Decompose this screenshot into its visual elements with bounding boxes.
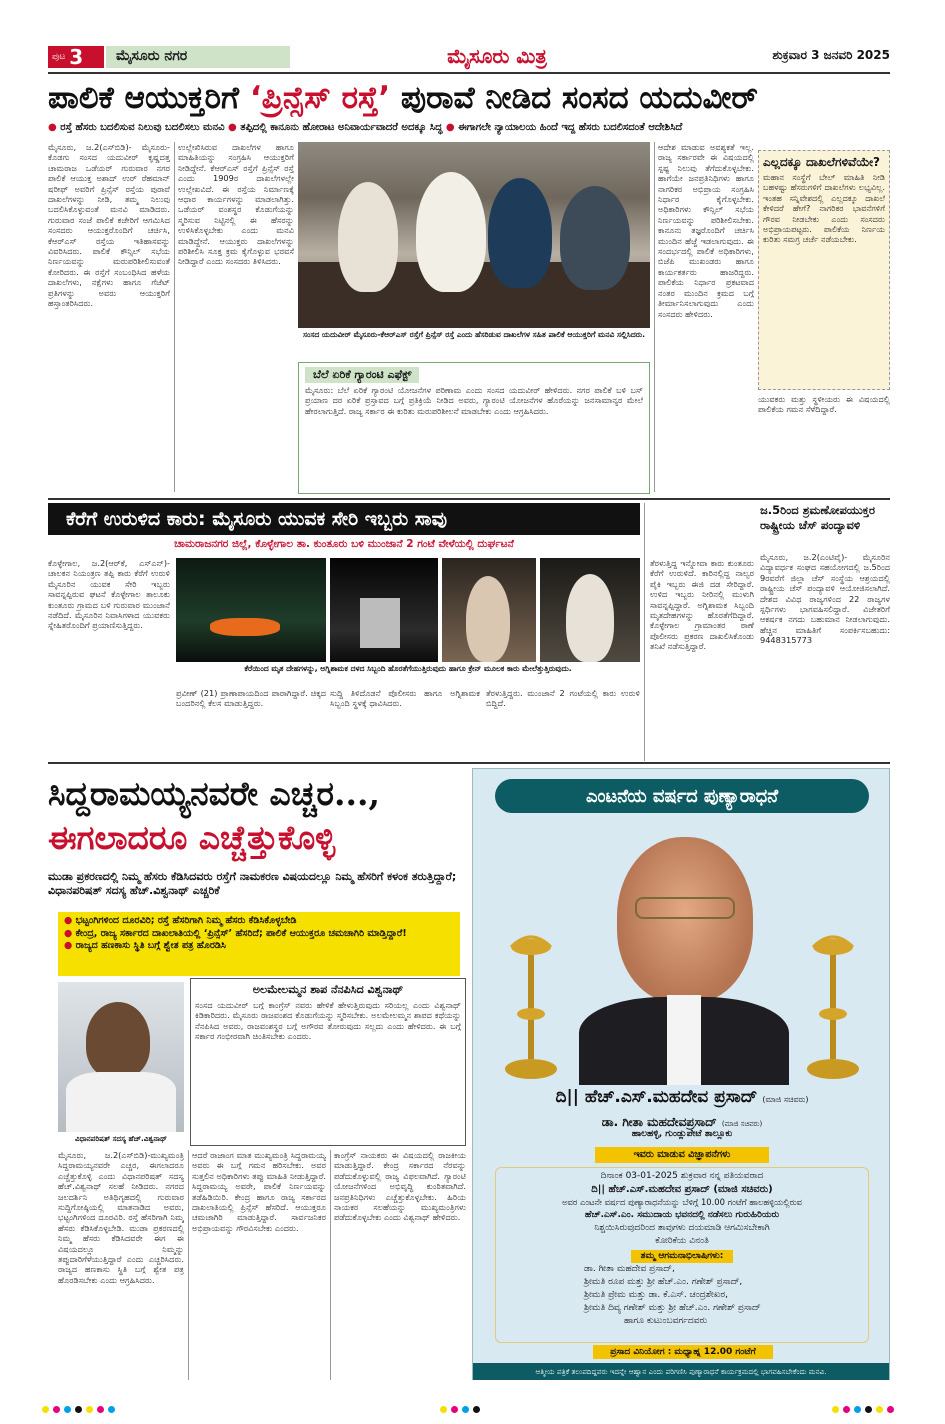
ad-village: ಹಾಲಹಳ್ಳಿ, ಗುಂಡ್ಲುಪೇಟೆ ತಾಲ್ಲೂಕು (631, 1129, 733, 1139)
guest-item: ಶ್ರೀಮತಿ ದಿವ್ಯ ಗಣೇಶ್ ಮತ್ತು ಶ್ರೀ ಹೆಚ್.ಎಂ. ಗಣೇಶ್ ಪ್ರಸಾದ್ (584, 1303, 761, 1313)
sidebar-text: ಮಹಾನ ಸಂಸ್ಥೆಗೆ ಬೇಲ್ ಮಾಹಿತಿ ನೀಡಿ ಬಹಳಷ್ಟು ಹೆಸರುಗಳಿಗೆ ದಾಖಲೆಗಳು ಲಭ್ಯವಿಲ್ಲ. ಇಂತಹ ಸನ್ನಿವೇಶದಲ್ಲಿ ಎಲ್ಲದಕ್ಕೂ ದಾಖಲೆ ಕೇಳಿದರೆ ಹೇಗೆ? ನಾಗರಿಕರ ಭಾವನೆಗಳಿಗೆ ಗೌರವ ನೀಡಬೇಕು ಎಂದು ಸಂಸದರು ಅಭಿಪ್ರಾಯಪಟ್ಟರು. ಪಾಲಿಕೆಯ ನಿರ್ಣಯ ಕುರಿತು ಸಮಗ್ರ ಚರ್ಚೆ ನಡೆಯಬೇಕು. (763, 172, 885, 245)
siddu-headline (48, 772, 470, 868)
guest-item: ಡಾ. ಗೀತಾ ಮಹದೇವ ಪ್ರಸಾದ್, (584, 1264, 675, 1274)
accident-column-2: ಪ್ರವೀಣ್ (21) ಪ್ರಾಣಾಪಾಯದಿಂದ ಪಾರಾಗಿದ್ದಾರೆ. ಚಿಕ್ಕದ ಬಂದರಿನಲ್ಲಿ ಕೆಲಸ ಮಾಡುತ್ತಿದ್ದರು. (176, 688, 326, 709)
headline-part1: ಪಾಲಿಕೆ ಆಯುಕ್ತರಿಗೆ (48, 80, 240, 116)
kicker-3: ಈಗಾಗಲೇ ನ್ಯಾಯಾಲಯ ಹಿಂದೆ ಇದ್ದ ಹೆಸರು ಬದಲಿಸದಂತೆ ಆದೇಶಿಸಿದೆ (458, 122, 683, 133)
print-registration-dots-left (42, 1406, 115, 1413)
vishwanath-caption: ವಿಧಾನಪರಿಷತ್ ಸದಸ್ಯ ಹೆಚ್.ವಿಶ್ವನಾಥ್ (74, 1134, 168, 1143)
person-figure (488, 178, 552, 288)
invite-box (495, 1167, 869, 1343)
invite-line-2: ದಿ|| ಹೆಚ್.ಎಸ್.ಮಹದೇವ ಪ್ರಸಾದ್ (ಮಾಜಿ ಸಚಿವರು) (591, 1184, 773, 1195)
column-rule (644, 503, 645, 761)
lunch-line (593, 1345, 773, 1359)
section-rule (48, 498, 890, 500)
ad-spouse-line (473, 1111, 891, 1130)
lead-column-1: ಮೈಸೂರು, ಜ.2(ಎಸ್‌ಬಿಡಿ)- ಮೈಸೂರು-ಕೊಡಗು ಸಂಸದ ಯದುವೀರ್ ಕೃಷ್ಣದತ್ತ ಚಾಮರಾಜ ಒಡೆಯರ್ ಗುರುವಾರ ನಗರ ಪಾಲಿಕೆ ಆಯುಕ್ತ ಅಶಾದ್ ಉರ್ ರೆಹಮಾನ್ ಷರೀಫ್ ಅವರಿಗೆ ಪ್ರಿನ್ಸೆಸ್ ರಸ್ತೆಯ ಪುರಾವೆ ದಾಖಲೆಗಳನ್ನು ನೀಡಿ, ತಮ್ಮ ನಿಲುವು ಬದಲಿಸಿಕೊಳ್ಳುವಂತೆ ಮನವಿ ಮಾಡಿದರು. ಗುರುವಾರ ಸಂಜೆ ಪಾಲಿಕೆ ಕಚೇರಿಗೆ ಆಗಮಿಸಿದ ಸಂಸದರು ಆಯುಕ್ತರೊಂದಿಗೆ ಚರ್ಚಿಸಿ, ಕೆಆರ್‌ಎಸ್ ರಸ್ತೆಯ ಇತಿಹಾಸವನ್ನು ವಿವರಿಸಿದರು. ಪಾಲಿಕೆ ಕೌನ್ಸಿಲ್ ಸಭೆಯ ನಿರ್ಣಯವನ್ನು ಮರುಪರಿಶೀಲಿಸುವಂತೆ ಕೋರಿದರು. ಈ ರಸ್ತೆಗೆ ಸಂಬಂಧಿಸಿದ ಹಳೆಯ ದಾಖಲೆಗಳು, ನಕ್ಷೆಗಳು ಹಾಗೂ ಗೆಜೆಟ್ ಪ್ರತಿಗಳನ್ನು ಅವರು ಆಯುಕ್ತರಿಗೆ ಹಸ್ತಾಂತರಿಸಿದರು. (48, 142, 170, 309)
accident-headline: ಕೆರೆಗೆ ಉರುಳಿದ ಕಾರು: ಮೈಸೂರು ಯುವಕ ಸೇರಿ ಇಬ್ಬರು ಸಾವು (66, 508, 448, 530)
page-number: 3 (69, 45, 84, 69)
rescue-boat (210, 618, 280, 636)
lead-kickers (48, 122, 890, 138)
person-figure (338, 182, 398, 292)
portrait-head (617, 837, 753, 1003)
bullet-3: ರಾಜ್ಯದ ಹಣಕಾಸು ಸ್ಥಿತಿ ಬಗ್ಗೆ ಶ್ವೇತ ಪತ್ರ ಹೊರಡಿಸಿ (75, 940, 226, 951)
person-figure (566, 574, 614, 662)
ad-banner-text: ಎಂಟನೆಯ ವರ್ಷದ ಪುಣ್ಯಾರಾಧನೆ (585, 785, 779, 807)
section-name: ಮೈಸೂರು ನಗರ (106, 46, 290, 68)
invite-line-4: ಹೆಚ್.ಎಸ್.ಎಂ. ಸಮುದಾಯ ಭವನದಲ್ಲಿ ನಡೆಸಲು ಗುರುಹಿರಿಯರು (584, 1210, 780, 1220)
headline-part2: ಪುರಾವೆ ನೀಡಿದ ಸಂಸದ ಯದುವೀರ್ (400, 80, 758, 116)
column-rule (330, 1150, 331, 1380)
kicker-1: ರಸ್ತೆ ಹೆಸರು ಬದಲಿಸುವ ನಿಲುವು ಬದಲಿಸಲು ಮನವಿ (60, 122, 225, 133)
accident-column-4: ತೆರಳುತ್ತಿದ್ದರು. ಮುಂಜಾನೆ 2 ಗಂಟೆಯಲ್ಲಿ ಕಾರು ಉರುಳಿ ಬಿದ್ದಿದೆ. (486, 688, 640, 709)
issue-date: ಶುಕ್ರವಾರ 3 ಜನವರಿ 2025 (772, 48, 890, 62)
invite-line-1: ದಿನಾಂಕ 03-01-2025 ಶುಕ್ರವಾರ ನನ್ನ ಪತಿಯವರಾದ (600, 1171, 764, 1181)
portrait-glasses (635, 897, 735, 919)
kicker-bullet: ● (445, 122, 455, 133)
car-crane-photo (330, 558, 438, 662)
column-rule (174, 142, 175, 492)
guarantee-box (298, 362, 650, 494)
chess-headline-2: ರಾಷ್ಟ್ರೀಯ ಚೆಸ್ ಪಂದ್ಯಾವಳಿ (760, 518, 861, 532)
ad-footer-text: ಆತ್ಮೀಯ ಪತ್ರಿಕೆ ತಲುಪದಿದ್ದವರು ಇದನ್ನೇ ಆಹ್ವಾನ ಎಂದು ಪರಿಗಣಿಸಿ ಪುಣ್ಯಾರಾಧನೆ ಕಾರ್ಯಕ್ರಮದಲ್ಲಿ ಭಾಗವಹಿಸಬೇಕೆಂದು ಮನವಿ. (535, 1367, 827, 1376)
oil-lamp-right-icon (803, 919, 863, 1089)
invite-line-5: ನಿಶ್ಚಯಿಸಿರುವುದರಿಂದ ತಾವುಗಳು ದಯಮಾಡಿ ಆಗಮಿಸಬೇಕಾಗಿ (594, 1223, 770, 1233)
chess-headline (760, 503, 890, 549)
accident-subhead: ಚಾಮರಾಜನಗರ ಜಿಲ್ಲೆ, ಕೊಳ್ಳೇಗಾಲ ತಾ. ಕುಂತೂರು ಬಳಿ ಮುಂಜಾನೆ 2 ಗಂಟೆ ವೇಳೆಯಲ್ಲಿ ದುರ್ಘಟನೆ (174, 538, 514, 550)
headline-highlight: ‘ಪ್ರಿನ್ಸೆಸ್ ರಸ್ತೆ’ (249, 80, 391, 116)
spouse-name: ಡಾ. ಗೀತಾ ಮಹದೇವಪ್ರಸಾದ್ (601, 1115, 717, 1129)
siddu-bullets (58, 912, 460, 976)
ad-footer (473, 1363, 889, 1380)
invite-line-6: ಕೋರಿಕೆಯ ವಿನಂತಿ (655, 1236, 709, 1246)
memorial-ad (472, 768, 890, 1380)
paper-name: ಮೈಸೂರು ಮಿತ್ರ (447, 44, 547, 68)
bullet-item: ● ರಾಜ್ಯದ ಹಣಕಾಸು ಸ್ಥಿತಿ ಬಗ್ಗೆ ಶ್ವೇತ ಪತ್ರ ಹೊರಡಿಸಿ (64, 940, 226, 951)
person-figure (416, 172, 486, 292)
mp-meeting-photo (298, 142, 650, 328)
chess-text: ಮೈಸೂರು, ಜ.2(ಎಂಟಿವೈ)- ಮೈಸೂರಿನ ವಿದ್ಯಾವರ್ಧಕ ಸಂಘದ ಸಹಯೋಗದಲ್ಲಿ ಜ.5ರಿಂದ 9ರವರೆಗೆ ಜಿಲ್ಲಾ ಚೆಸ್ ಸಂಸ್ಥೆಯ ಆಶ್ರಯದಲ್ಲಿ ರಾಷ್ಟ್ರೀಯ ಚೆಸ್ ಪಂದ್ಯಾವಳಿ ಆಯೋಜಿಸಲಾಗಿದೆ. ದೇಶದ ವಿವಿಧ ರಾಜ್ಯಗಳಿಂದ 22 ರಾಜ್ಯಗಳ ಸ್ಪರ್ಧಿಗಳು ಭಾಗವಹಿಸಲಿದ್ದಾರೆ. ವಿಜೇತರಿಗೆ ಆಕರ್ಷಕ ನಗದು ಬಹುಮಾನ ನೀಡಲಾಗುವುದು. ಹೆಚ್ಚಿನ ಮಾಹಿತಿಗೆ ಸಂಪರ್ಕಿಸಬಹುದು: 9448315773 (760, 552, 890, 646)
kicker-2: ತಪ್ಪಿದಲ್ಲಿ ಕಾನೂನು ಹೋರಾಟ ಅನಿವಾರ್ಯವಾದರೆ ಅದಕ್ಕೂ ಸಿದ್ಧ (240, 122, 443, 133)
portrait-shirt (667, 995, 701, 1085)
car-shape (360, 598, 400, 648)
guarantee-title: ಬೆಲೆ ಏರಿಕೆ ಗ್ಯಾರಂಟಿ ಎಫೆಕ್ಟ್ (305, 367, 419, 383)
bullet-2: ಕೇಂದ್ರ, ರಾಜ್ಯ ಸರ್ಕಾರದ ದಾಖಲಾತಿಯಲ್ಲಿ ‘ಪ್ರಿನ್ಸೆಸ್’ ಹೆಸರಿದೆ; ಪಾಲಿಕೆ ಆಯುಕ್ತರೂ ಚಮಚಾಗಿರಿ ಮಾಡ್ತಿದ್ದಾರೆ! (75, 927, 407, 939)
bullet-item: ● ಕೇಂದ್ರ, ರಾಜ್ಯ ಸರ್ಕಾರದ ದಾಖಲಾತಿಯಲ್ಲಿ ‘ಪ್ರಿನ್ಸೆಸ್’ ಹೆಸರಿದೆ; ಪಾಲಿಕೆ ಆಯುಕ್ತರೂ ಚಮಚಾಗಿರಿ ಮಾಡ್ತಿದ್ದಾರೆ! (64, 927, 407, 939)
invite-line-3: ಅವರ ಎಂಟನೇ ವರ್ಷದ ಪುಣ್ಯಾರಾಧನೆಯನ್ನು ಬೆಳಿಗ್ಗೆ 10.00 ಗಂಟೆಗೆ ಹಾಲಹಳ್ಳಿಯಲ್ಲಿರುವ (561, 1197, 803, 1207)
lead-photo-caption: ಸಂಸದ ಯದುವೀರ್ ಮೈಸೂರು-ಕೆಆರ್‌ಎಸ್ ರಸ್ತೆಗೆ ಪ್ರಿನ್ಸೆಸ್ ರಸ್ತೆ ಎಂದು ಹೆಸರಿಡುವ ದಾಖಲೆಗಳ ಸಹಿತ ಪಾಲಿಕೆ ಆಯುಕ್ತರಿಗೆ ಮನವಿ ಸಲ್ಲಿಸಿದರು. (302, 330, 646, 339)
bullet-item: ● ಭಟ್ಟಂಗಿಗಳಿಂದ ದೂರವಿರಿ; ರಸ್ತೆ ಹೆಸರಿಗಾಗಿ ನಿಮ್ಮ ಹೆಸರು ಕೆಡಿಸಿಕೊಳ್ಳಬೇಡಿ (64, 915, 297, 926)
siddu-column-1: ಮೈಸೂರು, ಜ.2(ಎಸ್‌ಬಿಡಿ)-ಮುಖ್ಯಮಂತ್ರಿ ಸಿದ್ದರಾಮಯ್ಯನವರೇ ಎಚ್ಚರ, ಈಗಲಾದರೂ ಎಚ್ಚೆತ್ತುಕೊಳ್ಳಿ ಎಂದು ವಿಧಾನಪರಿಷತ್ ಸದಸ್ಯ ಹೆಚ್.ವಿಶ್ವನಾಥ್ ಸಲಹೆ ನೀಡಿದರು. ನಗರದ ಜಲದರ್ಶಿನಿ ಅತಿಥಿಗೃಹದಲ್ಲಿ ಗುರುವಾರ ಸುದ್ದಿಗೋಷ್ಠಿಯಲ್ಲಿ ಮಾತನಾಡಿದ ಅವರು, ಭಟ್ಟಂಗಿಗಳಿಂದ ದೂರವಿರಿ. ರಸ್ತೆ ಹೆಸರಿಗಾಗಿ ನಿಮ್ಮ ಹೆಸರು ಕೆಡಿಸಿಕೊಳ್ಳಬೇಡಿ. ಮುಡಾ ಪ್ರಕರಣದಲ್ಲಿ ನಿಮ್ಮ ಹೆಸರು ಕೆಡಿಸಿದವರೇ ಈಗ ಈ ವಿಷಯದಲ್ಲೂ ನಿಮ್ಮನ್ನು ತಪ್ಪುದಾರಿಗೆಳೆಯುತ್ತಿದ್ದಾರೆ ಎಂದು ಎಚ್ಚರಿಸಿದರು. ರಾಜ್ಯದ ಹಣಕಾಸು ಸ್ಥಿತಿ ಬಗ್ಗೆ ಶ್ವೇತ ಪತ್ರ ಹೊರಡಿಸಬೇಕು ಎಂದು ಆಗ್ರಹಿಸಿದರು. (58, 1150, 184, 1285)
column-rule (188, 1150, 189, 1380)
siddu-deck: ಮುಡಾ ಪ್ರಕರಣದಲ್ಲಿ ನಿಮ್ಮ ಹೆಸರು ಕೆಡಿಸಿದವರು ರಸ್ತೆಗೆ ನಾಮಕರಣ ವಿಷಯದಲ್ಲೂ ನಿಮ್ಮ ಹೆಸರಿಗೆ ಕಳಂಕ ತರುತ್ತಿದ್ದಾರೆ; ವಿಧಾನಪರಿಷತ್ ಸದಸ್ಯ ಹೆಚ್.ವಿಶ್ವನಾಥ್ ಎಚ್ಚರಿಕೆ (48, 870, 457, 897)
accident-right-column: ತೆರಳುತ್ತಿದ್ದ ಇನ್ನೋವಾ ಕಾರು ಕುಂತೂರು ಕೆರೆಗೆ ಉರುಳಿದೆ. ಕಾರಿನಲ್ಲಿದ್ದ ನಾಲ್ವರ ಪೈಕಿ ಇಬ್ಬರು ಈಜಿ ದಡ ಸೇರಿದ್ದಾರೆ. ಉಳಿದ ಇಬ್ಬರು ನೀರಿನಲ್ಲಿ ಮುಳುಗಿ ಸಾವನ್ನಪ್ಪಿದ್ದಾರೆ. ಅಗ್ನಿಶಾಮಕ ಸಿಬ್ಬಂದಿ ಮೃತದೇಹಗಳನ್ನು ಹೊರತೆಗೆದಿದ್ದಾರೆ. ಕೊಳ್ಳೇಗಾಲ ಗ್ರಾಮಾಂತರ ಠಾಣೆ ಪೊಲೀಸರು ಪ್ರಕರಣ ದಾಖಲಿಸಿಕೊಂಡು ತನಿಖೆ ನಡೆಸುತ್ತಿದ್ದಾರೆ. (650, 558, 754, 652)
documents-sidebar (758, 150, 890, 390)
page-number-badge (48, 46, 104, 68)
ad-name-line (473, 1087, 891, 1107)
sidebar-tail: ಯುವಕರು ಮತ್ತು ಸ್ಥಳೀಯರು ಈ ವಿಷಯದಲ್ಲಿ ಪಾಲಿಕೆಯ ಗಮನ ಸೆಳೆದಿದ್ದಾರೆ. (758, 394, 890, 415)
accident-column-3: ಸುದ್ದಿ ತಿಳಿದೊಡನೆ ಪೊಲೀಸರು ಹಾಗೂ ಅಗ್ನಿಶಾಮಕ ಸಿಬ್ಬಂದಿ ಸ್ಥಳಕ್ಕೆ ಧಾವಿಸಿದರು. (330, 688, 480, 709)
victim-photo-1 (442, 558, 536, 662)
siddu-headline-1: ಸಿದ್ದರಾಮಯ್ಯನವರೇ ಎಚ್ಚರ..., (48, 774, 380, 813)
print-registration-dots-right (832, 1406, 894, 1413)
vishwanath-photo (58, 982, 184, 1132)
person-figure (560, 186, 630, 290)
rescue-boat-photo (176, 558, 326, 662)
print-registration-dots-center (440, 1406, 480, 1413)
guests-title (631, 1250, 734, 1263)
masthead (0, 44, 945, 74)
ad-banner (495, 779, 869, 813)
accident-photo-caption: ಕೆರೆಯಿಂದ ಮೃತ ದೇಹಗಳನ್ನು, ಅಗ್ನಿಶಾಮಕ ದಳದ ಸಿಬ್ಬಂದಿ ಹೊರತೆಗೆಯುತ್ತಿರುವುದು ಹಾಗೂ ಕ್ರೇನ್ ಮೂಲಕ ಕಾರು ಮೇಲೆತ್ತುತ್ತಿರುವುದು. (244, 664, 572, 673)
guest-item: ಹಾಗೂ ಕುಟುಂಬವರ್ಗದವರು (624, 1316, 708, 1326)
memorial-portrait (579, 827, 789, 1085)
accident-column-1: ಕೊಳ್ಳೇಗಾಲ, ಜ.2(ಆರ್‌ಕೆ, ಎಸ್‌ಎನ್)- ಚಾಲಕನ ನಿಯಂತ್ರಣ ತಪ್ಪಿ ಕಾರು ಕೆರೆಗೆ ಉರುಳಿ ಮೈಸೂರಿನ ಯುವಕ ಸೇರಿ ಇಬ್ಬರು ಸಾವನ್ನಪ್ಪಿರುವ ಘಟನೆ ಕೊಳ್ಳೇಗಾಲ ತಾಲೂಕು ಕುಂತೂರು ಗ್ರಾಮದ ಬಳಿ ಗುರುವಾರ ಮುಂಜಾನೆ ನಡೆದಿದೆ. ಮೈಸೂರಿನ ನಿವಾಸಿಗಳಾದ ಯುವಕರು ಸ್ನೇಹಿತರೊಂದಿಗೆ ಪ್ರಯಾಣಿಸುತ್ತಿದ್ದರು. (48, 558, 170, 631)
deceased-title: (ಮಾಜಿ ಸಚಿವರು) (762, 1095, 809, 1104)
person-shirt (66, 1072, 176, 1132)
box-title: ಅಲಮೇಲಮ್ಮನ ಶಾಪ ನೆನಪಿಸಿದ ವಿಶ್ವನಾಥ್ (252, 983, 404, 996)
section-rule (48, 762, 890, 764)
page-label: ಪುಟ (52, 52, 66, 62)
box-text: ಸಂಸದ ಯದುವೀರ್ ಬಗ್ಗೆ ಕಾಂಗ್ರೆಸ್ ನವರು ಹೇಳಿಕೆ ಹೇಳುತ್ತಿರುವುದು ಸರಿಯಲ್ಲ ಎಂದು ವಿಶ್ವನಾಥ್ ಕಿಡಿಕಾರಿದರು. ಮೈಸೂರು ರಾಜವಂಶದ ಕೊಡುಗೆಯನ್ನು ಸ್ಮರಿಸಬೇಕು. ಅಲಮೇಲಮ್ಮನ ಶಾಪದ ಕಥೆಯನ್ನು ನೆನಪಿಸಿದ ಅವರು, ರಾಜವಂಶಸ್ಥರ ಬಗ್ಗೆ ಅಗೌರವ ತೋರುವುದು ಸಲ್ಲದು ಎಂದು ಹೇಳಿದರು. ಈ ಬಗ್ಗೆ ಸರ್ಕಾರ ಗಂಭೀರವಾಗಿ ಚಿಂತಿಸಬೇಕು ಎಂದರು. (195, 1000, 461, 1042)
spouse-title: (ಮಾಜಿ ಸಚಿವರು) (721, 1120, 763, 1128)
lead-column-3: ಆದೇಶ ಮಾಡುವ ಅವಶ್ಯಕತೆ ಇಲ್ಲ. ರಾಜ್ಯ ಸರ್ಕಾರವೇ ಈ ವಿಷಯದಲ್ಲಿ ಸ್ಪಷ್ಟ ನಿಲುವು ತೆಗೆದುಕೊಳ್ಳಬೇಕು. ಹಾಗೆಯೇ ಜನಪ್ರತಿನಿಧಿಗಳು ಹಾಗೂ ನಾಗರಿಕರ ಅಭಿಪ್ರಾಯ ಸಂಗ್ರಹಿಸಿ ನಿರ್ಧಾರ ಕೈಗೊಳ್ಳಬೇಕು. ಅಧಿಕಾರಿಗಳು ಕೌನ್ಸಿಲ್ ಸಭೆಯ ನಿರ್ಣಯವನ್ನು ಪರಿಶೀಲಿಸಬೇಕು. ಕಾನೂನು ತಜ್ಞರೊಂದಿಗೆ ಚರ್ಚಿಸಿ ಮುಂದಿನ ಹೆಜ್ಜೆ ಇಡಲಾಗುವುದು. ಈ ಸಂದರ್ಭದಲ್ಲಿ ಪಾಲಿಕೆ ಅಧಿಕಾರಿಗಳು, ಬಿಜೆಪಿ ಮುಖಂಡರು ಹಾಗೂ ಕಾರ್ಯಕರ್ತರು ಹಾಜರಿದ್ದರು. ಪಾಲಿಕೆಯ ನಿರ್ಧಾರ ಪ್ರಕಟವಾದ ನಂತರ ಮುಂದಿನ ಕ್ರಮದ ಬಗ್ಗೆ ತೀರ್ಮಾನಿಸಲಾಗುವುದು ಎಂದು ಸಂಸದರು ಹೇಳಿದರು. (658, 142, 754, 319)
alamelamma-box (190, 978, 466, 1146)
deceased-name: ದಿ|| ಹೆಚ್.ಎಸ್.ಮಹದೇವ ಪ್ರಸಾದ್ (555, 1087, 758, 1107)
guest-list (500, 1263, 864, 1328)
victim-photo-2 (540, 558, 640, 662)
guest-item: ಶ್ರೀಮತಿ ರೂಪ ಮತ್ತು ಶ್ರೀ ಹೆಚ್.ಎಂ. ಗಣೇಶ್ ಪ್ರಸಾದ್, (584, 1277, 743, 1287)
chess-headline-1: ಜ.5ರಿಂದ ಶ್ರಮಣೋಪಯುಕ್ತರ (760, 503, 876, 517)
oil-lamp-left-icon (501, 919, 561, 1089)
person-figure (466, 576, 510, 662)
accident-headline-bar (48, 503, 640, 535)
invite-title-text: ಇವರು ಮಾಡುವ ವಿಜ್ಞಾಪನೆಗಳು (633, 1149, 731, 1160)
guest-item: ಶ್ರೀಮತಿ ಪ್ರೇಮ ಮತ್ತು ಡಾ. ಕೆ.ಎಸ್. ಚಂದ್ರಶೇಖರ, (584, 1290, 728, 1300)
lunch-text: ಪ್ರಸಾದ ವಿನಿಯೋಗ : ಮಧ್ಯಾಹ್ನ 12.00 ಗಂಟೆಗೆ (610, 1347, 756, 1357)
kicker-bullet: ● (228, 122, 237, 133)
bullet-1: ಭಟ್ಟಂಗಿಗಳಿಂದ ದೂರವಿರಿ; ರಸ್ತೆ ಹೆಸರಿಗಾಗಿ ನಿಮ್ಮ ಹೆಸರು ಕೆಡಿಸಿಕೊಳ್ಳಬೇಡಿ (75, 915, 297, 926)
masthead-rule (48, 72, 890, 74)
siddu-column-2: ಆದರೆ ರಾಜಾಂಗ ಮಾತ ಮುಖ್ಯಮಂತ್ರಿ ಸಿದ್ದರಾಮಯ್ಯ ಅವರು ಈ ಬಗ್ಗೆ ಗಮನ ಹರಿಸಬೇಕು. ಅವರ ಸುತ್ತಲಿನ ಅಧಿಕಾರಿಗಳು ತಪ್ಪು ಮಾಹಿತಿ ನೀಡುತ್ತಿದ್ದಾರೆ. ಸಿದ್ದರಾಮಯ್ಯ ಅವರೇ, ಪಾಲಿಕೆ ನಿರ್ಣಯವನ್ನು ತಡೆಹಿಡಿಯಿರಿ. ಕೇಂದ್ರ ಹಾಗೂ ರಾಜ್ಯ ಸರ್ಕಾರದ ದಾಖಲಾತಿಯಲ್ಲಿ ಪ್ರಿನ್ಸೆಸ್ ಹೆಸರಿದೆ. ಆಯುಕ್ತರೂ ಚಮಚಾಗಿರಿ ಮಾಡುತ್ತಿದ್ದಾರೆ. ಸಾರ್ವಜನಿಕರ ಅಭಿಪ್ರಾಯವನ್ನು ಗೌರವಿಸಬೇಕು ಎಂದರು. (192, 1150, 326, 1233)
siddu-column-3: ಕಾಂಗ್ರೆಸ್ ನಾಯಕರು ಈ ವಿಷಯದಲ್ಲಿ ರಾಜಕೀಯ ಮಾಡುತ್ತಿದ್ದಾರೆ. ಕೇಂದ್ರ ಸರ್ಕಾರದ ನೆರವನ್ನು ಪಡೆದುಕೊಳ್ಳುವಲ್ಲಿ ರಾಜ್ಯ ವಿಫಲವಾಗಿದೆ. ಗ್ಯಾರಂಟಿ ಯೋಜನೆಗಳಿಂದ ಅಭಿವೃದ್ಧಿ ಕುಂಠಿತವಾಗಿದೆ. ಜನಪ್ರತಿನಿಧಿಗಳು ಎಚ್ಚೆತ್ತುಕೊಳ್ಳಬೇಕು. ಹಿರಿಯ ನಾಯಕರ ಸಲಹೆಯನ್ನು ಮುಖ್ಯಮಂತ್ರಿಗಳು ಪಡೆದುಕೊಳ್ಳಬೇಕು ಎಂದು ವಿಶ್ವನಾಥ್ ಹೇಳಿದರು. (334, 1150, 466, 1223)
guests-title-text: ತಮ್ಮ ಆಗಮನಾಭಿಲಾಷಿಗಳು: (640, 1251, 724, 1261)
sidebar-title: ಎಲ್ಲದಕ್ಕೂ ದಾಖಲೆಗಳಿವೆಯೇ? (763, 155, 880, 169)
person-figure (86, 1002, 150, 1078)
invite-title (595, 1147, 769, 1163)
lead-headline (48, 76, 890, 120)
guarantee-text: ಮೈಸೂರು: ಬೆಲೆ ಏರಿಕೆ ಗ್ಯಾರಂಟಿ ಯೋಜನೆಗಳ ಪರಿಣಾಮ ಎಂದು ಸಂಸದ ಯದುವೀರ್ ಹೇಳಿದರು. ನಗರ ಪಾಲಿಕೆ ಬಳಿ ಬಸ್ ಪ್ರಯಾಣ ದರ ಏರಿಕೆ ಪ್ರಸ್ತಾವದ ಬಗ್ಗೆ ಪ್ರತಿಕ್ರಿಯೆ ನೀಡಿದ ಅವರು, ಗ್ಯಾರಂಟಿ ಯೋಜನೆಗಳ ಹೊರೆಯನ್ನು ಜನಸಾಮಾನ್ಯರ ಮೇಲೆ ಹೇರಲಾಗುತ್ತಿದೆ. ರಾಜ್ಯ ಸರ್ಕಾರ ಈ ಕುರಿತು ಮರುಪರಿಶೀಲನೆ ಮಾಡಬೇಕು ಎಂದು ಆಗ್ರಹಿಸಿದರು. (305, 385, 643, 416)
column-rule (654, 142, 655, 492)
siddu-headline-2: ಈಗಲಾದರೂ ಎಚ್ಚೆತ್ತುಕೊಳ್ಳಿ (48, 818, 336, 857)
lead-column-2: ಉಲ್ಲೇಖಿಸಿರುವ ದಾಖಲೆಗಳ ಹಾಗೂ ಮಾಹಿತಿಯನ್ನು ಸಂಗ್ರಹಿಸಿ ಆಯುಕ್ತರಿಗೆ ನೀಡಿದ್ದೇನೆ. ಕೆಆರ್‌ಎಸ್ ರಸ್ತೆಗೆ ಪ್ರಿನ್ಸೆಸ್ ರಸ್ತೆ ಎಂದು 1909ರ ದಾಖಲೆಗಳಲ್ಲೇ ಉಲ್ಲೇಖವಿದೆ. ಈ ರಸ್ತೆಯ ನಿರ್ಮಾಣಕ್ಕೆ ಆಧಾರ ಕಾರ್ಯಗಳನ್ನು ಮಾಡಲಾಗಿತ್ತು. ಒಡೆಯರ್ ವಂಶಸ್ಥರ ಕೊಡುಗೆಯನ್ನು ಸ್ಮರಿಸುವ ನಿಟ್ಟಿನಲ್ಲಿ ಈ ಹೆಸರನ್ನು ಉಳಿಸಿಕೊಳ್ಳಬೇಕು ಎಂದು ಮನವಿ ಮಾಡಿದ್ದೇನೆ. ಆಯುಕ್ತರು ದಾಖಲೆಗಳನ್ನು ಪರಿಶೀಲಿಸಿ ಸೂಕ್ತ ಕ್ರಮ ಕೈಗೊಳ್ಳುವ ಭರವಸೆ ನೀಡಿದ್ದಾರೆ ಎಂದು ಸಂಸದರು ತಿಳಿಸಿದರು. (178, 142, 294, 267)
kicker-bullet: ● (48, 122, 57, 133)
